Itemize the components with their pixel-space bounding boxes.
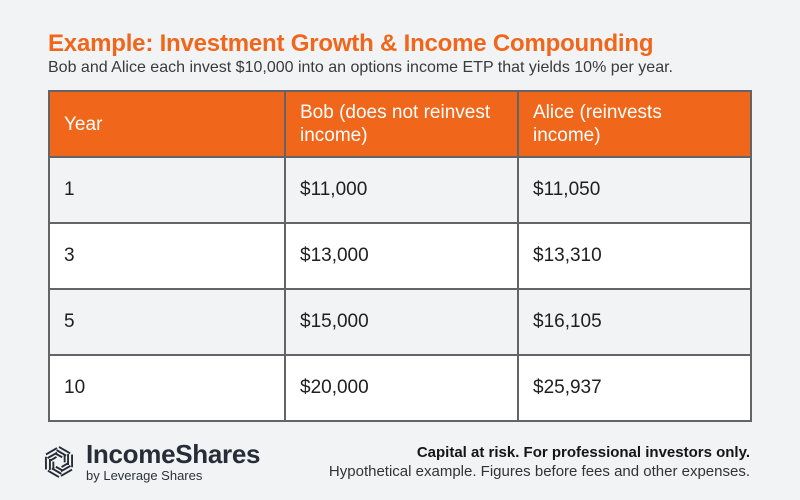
cell-bob-value: $20,000 (285, 355, 518, 421)
cell-year: 1 (49, 157, 285, 223)
cell-bob-value: $11,000 (285, 157, 518, 223)
table-row (49, 157, 751, 223)
investment-growth-table (48, 90, 752, 422)
logo-text-block (86, 441, 260, 483)
logo-byline: by Leverage Shares (86, 468, 203, 483)
cell-alice-value: $16,105 (518, 289, 751, 355)
cell-year: 10 (49, 355, 285, 421)
cell-alice-value: $25,937 (518, 355, 751, 421)
table-row (49, 355, 751, 421)
page-title: Example: Investment Growth & Income Compounding (48, 30, 654, 57)
column-header-year: Year (49, 91, 285, 157)
table-header-row (49, 91, 751, 157)
cell-alice-value: $13,310 (518, 223, 751, 289)
cell-bob-value: $15,000 (285, 289, 518, 355)
incomeshares-hex-icon (40, 442, 78, 482)
cell-bob-value: $13,000 (285, 223, 518, 289)
table-row (49, 289, 751, 355)
table-row (49, 223, 751, 289)
logo-name: IncomeShares (86, 439, 261, 469)
disclaimer-hypothetical: Hypothetical example. Figures before fees and other expenses. (328, 463, 750, 480)
cell-year: 3 (49, 223, 285, 289)
page-subtitle: Bob and Alice each invest $10,000 into an options income ETP that yields 10% per year. (48, 59, 673, 76)
cell-alice-value: $11,050 (518, 157, 751, 223)
column-header-bob: Bob (does not reinvest income) (285, 91, 518, 157)
incomeshares-logo (40, 441, 260, 483)
column-header-alice: Alice (reinvests income) (518, 91, 751, 157)
cell-year: 5 (49, 289, 285, 355)
disclaimer-risk-warning: Capital at risk. For professional investors only. (416, 444, 750, 461)
disclaimer-block (329, 443, 750, 481)
